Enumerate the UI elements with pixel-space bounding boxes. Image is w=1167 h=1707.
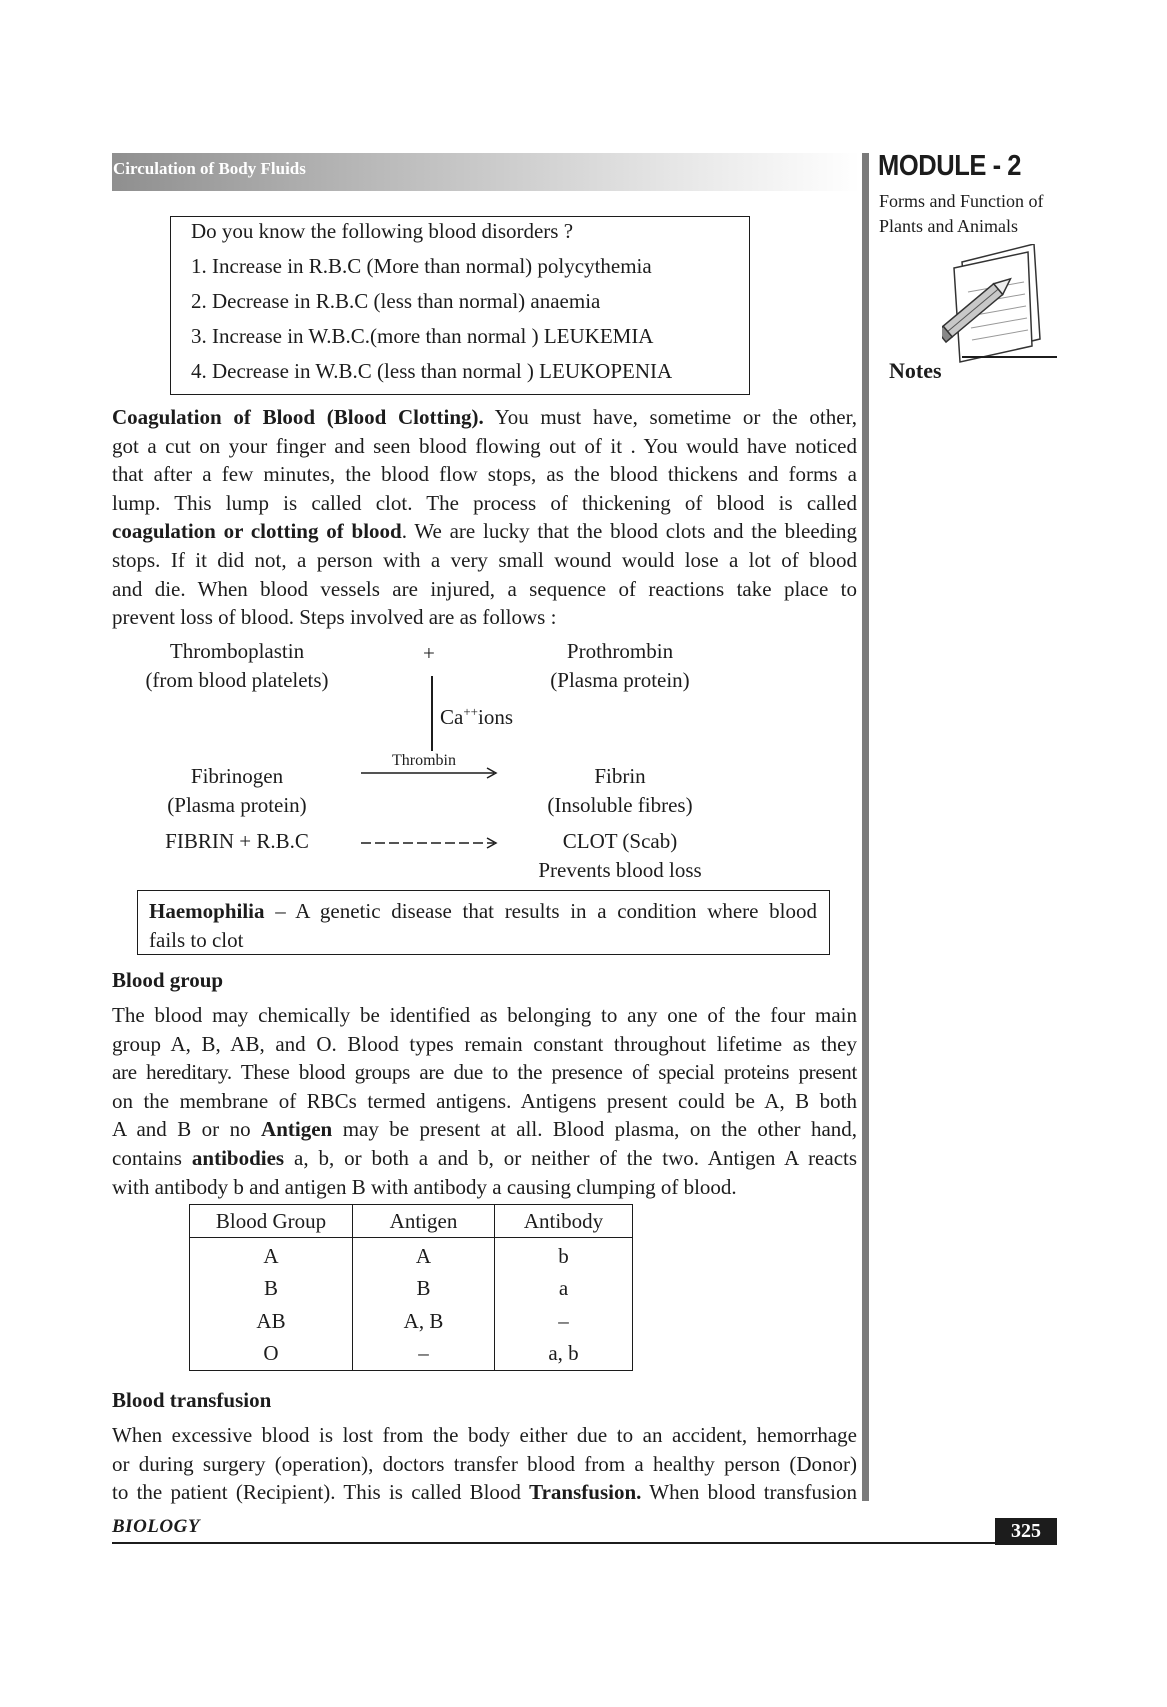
diagram-prothrombin: Prothrombin [566,639,674,663]
table-cell: A [353,1238,495,1273]
table-row [190,1273,633,1306]
table-cell: – [353,1338,495,1371]
diagram-fibrin: Fibrin [594,764,646,788]
blood-group-table [189,1204,633,1371]
diagram-vertical-line [431,676,433,751]
table-cell: – [495,1305,633,1338]
footer-subject: BIOLOGY [112,1516,200,1537]
antibodies-term: antibodies [191,1145,285,1170]
table-header: Blood Group [190,1205,353,1238]
disorder-item: 3. Increase in W.B.C.(more than normal ) LEUKEMIA [191,324,654,348]
module-subtitle: Forms and Function of Plants and Animals [879,191,1044,236]
table-row [190,1338,633,1371]
table-row [190,1305,633,1338]
margin-rule [862,153,869,1501]
coagulation-paragraph: Coagulation of Blood (Blood Clotting). You must have, sometime or the other, got a cut on your finger and seen blood flowing out of it . You would have noticed that after a few minutes, the blood flow stops, as the blood thickens and forms a lump. This lump is called clot. The process of thickening of blood is called coagulation or clotting of blood. We are lucky that the blood clots and the bleeding stops. If it did not, a person with a very small wound would lose a lot of blood and die. When blood vessels are injured, a sequence of reactions take place to prevent loss of blood. Steps involved are as follows : [112,405,857,630]
diagram-thromboplastin-source: (from blood platelets) [145,668,329,692]
disorder-item: 4. Decrease in W.B.C (less than normal ) LEUKOPENIA [191,359,673,383]
page-number: 325 [995,1518,1057,1545]
table-cell: A, B [353,1305,495,1338]
diagram-fibrin-rbc: FIBRIN + R.B.C [165,829,309,853]
diagram-prothrombin-source: (Plasma protein) [550,668,690,692]
haemophilia-box: Haemophilia – A genetic disease that results in a condition where blood fails to clot [137,890,830,955]
table-cell: O [190,1338,353,1371]
module-title: MODULE - 2 [878,150,1022,182]
table-header: Antibody [495,1205,633,1238]
diagram-fibrin-desc: (Insoluble fibres) [547,793,693,817]
coagulation-heading: Coagulation of Blood (Blood Clotting). [112,405,484,429]
notes-pencil-icon [942,244,1042,369]
table-cell: B [190,1273,353,1306]
chapter-title: Circulation of Body Fluids [113,159,306,178]
diagram-plus: + [423,641,435,665]
diagram-prevents: Prevents blood loss [538,858,702,882]
table-header: Antigen [353,1205,495,1238]
diagram-fibrinogen: Fibrinogen [190,764,284,788]
blood-group-paragraph: The blood may chemically be identified as belonging to any one of the four main group A, B, AB, and O. Blood types remain constant throughout lifetime as they are hereditary. These blood groups are due to the presence of special proteins present on the membrane of RBCs termed antigens. Antigens present could be A, B both A and B or no Antigen may be present at all. Blood plasma, on the other hand, contains antibodies a, b, or both a and b, or neither of the two. Antigen A reacts with antibody b and antigen B with antibody a causing clumping of blood. [112,1003,858,1199]
table-cell: b [495,1238,633,1273]
coagulation-term: coagulation or clotting of blood [112,519,402,544]
diagram-arrow-thrombin [360,766,502,785]
diagram-clot: CLOT (Scab) [562,829,678,853]
disorder-item: 1. Increase in R.B.C (More than normal) polycythemia [191,254,652,278]
antigen-term: Antigen [261,1117,333,1142]
disorder-item: 2. Decrease in R.B.C (less than normal) anaemia [191,289,601,313]
table-row [190,1238,633,1273]
diagram-fibrinogen-source: (Plasma protein) [167,793,307,817]
transfusion-term: Transfusion. [529,1480,642,1505]
notes-label: Notes [889,358,942,383]
table-cell: A [190,1238,353,1273]
diagram-thrombin: Thrombin [392,752,456,769]
transfusion-heading: Blood transfusion [112,1388,272,1412]
diagram-arrow-clot [360,836,502,855]
disorders-intro: Do you know the following blood disorders ? [191,219,574,243]
footer-rule [112,1542,1057,1544]
haemophilia-term: Haemophilia [149,899,265,923]
table-cell: a [495,1273,633,1306]
table-cell: B [353,1273,495,1306]
notes-rule [962,356,1057,358]
table-header-row [190,1205,633,1238]
table-cell: AB [190,1305,353,1338]
table-cell: a, b [495,1338,633,1371]
transfusion-paragraph: When excessive blood is lost from the body either due to an accident, hemorrhage or during surgery (operation), doctors transfer blood from a healthy person (Donor) to the patient (Recipient). This is called Blood Transfusion. When blood transfusion [112,1423,858,1505]
disorders-box [170,216,750,395]
blood-group-heading: Blood group [112,968,224,992]
diagram-ca-ions: Ca++ions [440,704,514,729]
diagram-thromboplastin: Thromboplastin [169,639,305,663]
